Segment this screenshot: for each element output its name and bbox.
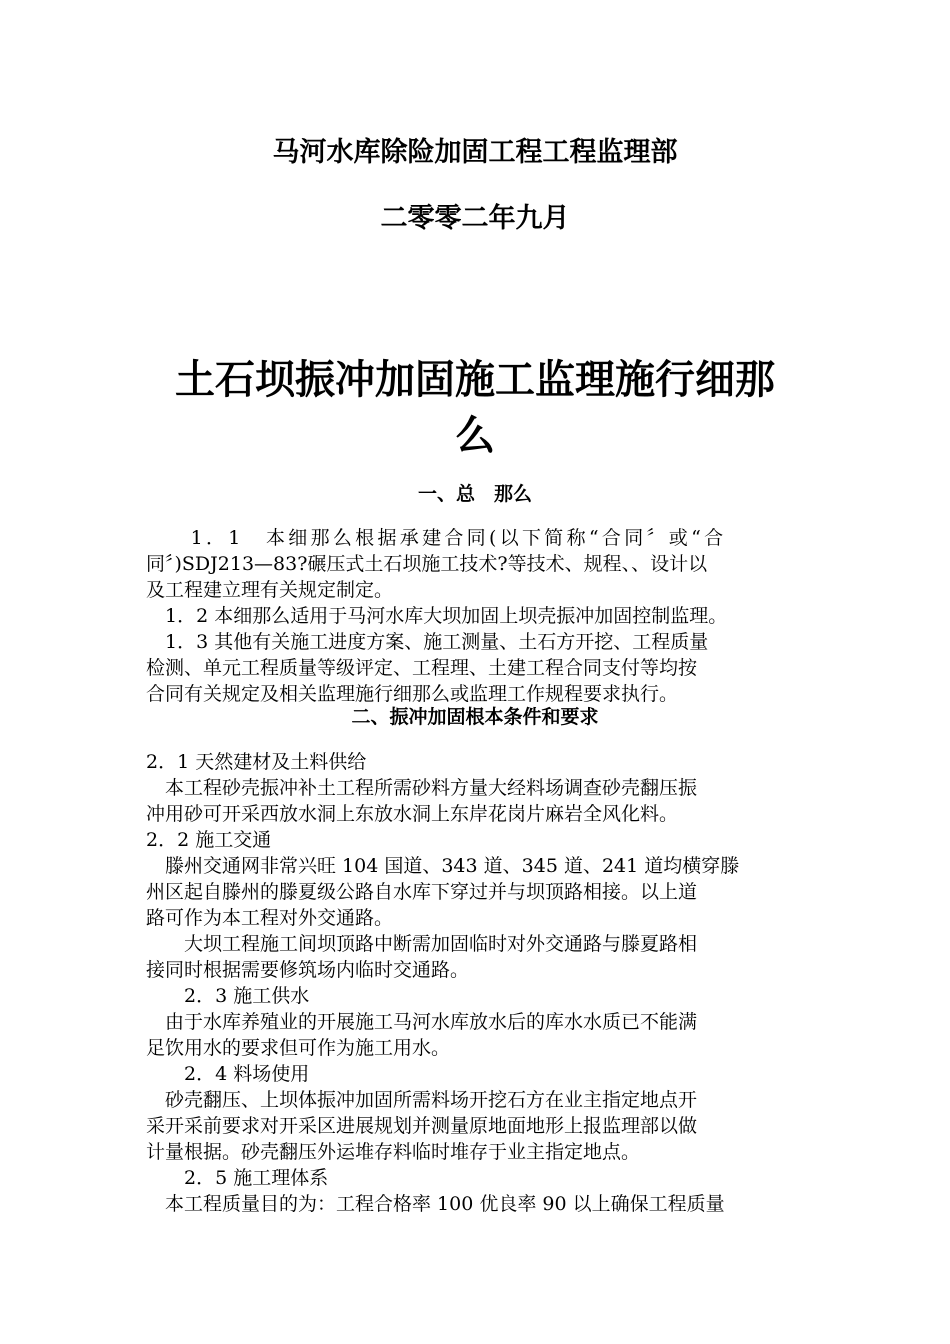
paragraph-line: 接同时根据需要修筑场内临时交通路。 (146, 959, 470, 981)
subsection-heading: 2．3 施工供水 (146, 985, 310, 1007)
paragraph-line: 由于水库养殖业的开展施工马河水库放水后的库水水质已不能满 (146, 1011, 698, 1033)
document-date: 二零零二年九月 (380, 203, 570, 234)
section-1-body (146, 525, 808, 707)
title-line-2: 么 (455, 413, 495, 459)
paragraph-line: 同〞)SDJ213—83?碾压式土石坝施工技术?等技术、规程、、设计以 (146, 553, 708, 575)
paragraph-line: 采开采前要求对开采区进展规划并测量原地面地形上报监理部以做 (146, 1115, 698, 1137)
paragraph-line: 冲用砂可开采西放水洞上东放水洞上东岸花岗片麻岩全风化料。 (146, 803, 679, 825)
paragraph-line: 本工程砂壳振冲补土工程所需砂料方量大经料场调查砂壳翻压振 (146, 777, 698, 799)
paragraph-line: 合同有关规定及相关监理施行细那么或监理工作规程要求执行。 (146, 683, 679, 705)
organization-name: 马河水库除险加固工程工程监理部 (272, 137, 678, 168)
paragraph-line: 足饮用水的要求但可作为施工用水。 (146, 1037, 451, 1059)
paragraph-line: 及工程建立理有关规定制定。 (146, 579, 394, 601)
paragraph-line: 州区起自滕州的滕夏级公路自水库下穿过并与坝顶路相接。以上道 (146, 881, 698, 903)
subsection-heading: 2．1 天然建材及土料供给 (146, 751, 367, 773)
section-2-heading: 二、振冲加固根本条件和要求 (351, 706, 599, 728)
paragraph-line: 大坝工程施工间坝顶路中断需加固临时对外交通路与滕夏路相 (146, 933, 698, 955)
paragraph-line: 检测、单元工程质量等级评定、工程理、土建工程合同支付等均按 (146, 657, 698, 679)
paragraph-line: 计量根据。砂壳翻压外运堆存料临时堆存于业主指定地点。 (146, 1141, 641, 1163)
paragraph-line: 路可作为本工程对外交通路。 (146, 907, 394, 929)
subsection-heading: 2．5 施工理体系 (146, 1167, 329, 1189)
paragraph-line: 本工程质量目的为：工程合格率 100 优良率 90 以上确保工程质量 (146, 1193, 725, 1215)
paragraph-line: 砂壳翻压、上坝体振冲加固所需料场开挖石方在业主指定地点开 (146, 1089, 698, 1111)
paragraph-line: 1．1 本细那么根据承建合同(以下简称“合同〞或“合 (146, 527, 727, 549)
paragraph-line: 1．3 其他有关施工进度方案、施工测量、土石方开挖、工程质量 (146, 631, 709, 653)
section-1-heading: 一、总 那么 (417, 483, 532, 505)
section-2-body (146, 749, 808, 1217)
subsection-heading: 2．2 施工交通 (146, 829, 272, 851)
paragraph-line: 滕州交通网非常兴旺 104 国道、343 道、345 道、241 道均横穿滕 (146, 855, 740, 877)
subsection-heading: 2．4 料场使用 (146, 1063, 310, 1085)
title-line-1: 土石坝振冲加固施工监理施行细那 (175, 357, 775, 403)
paragraph-line: 1．2 本细那么适用于马河水库大坝加固上坝壳振冲加固控制监理。 (146, 605, 728, 627)
document-title (150, 352, 800, 464)
